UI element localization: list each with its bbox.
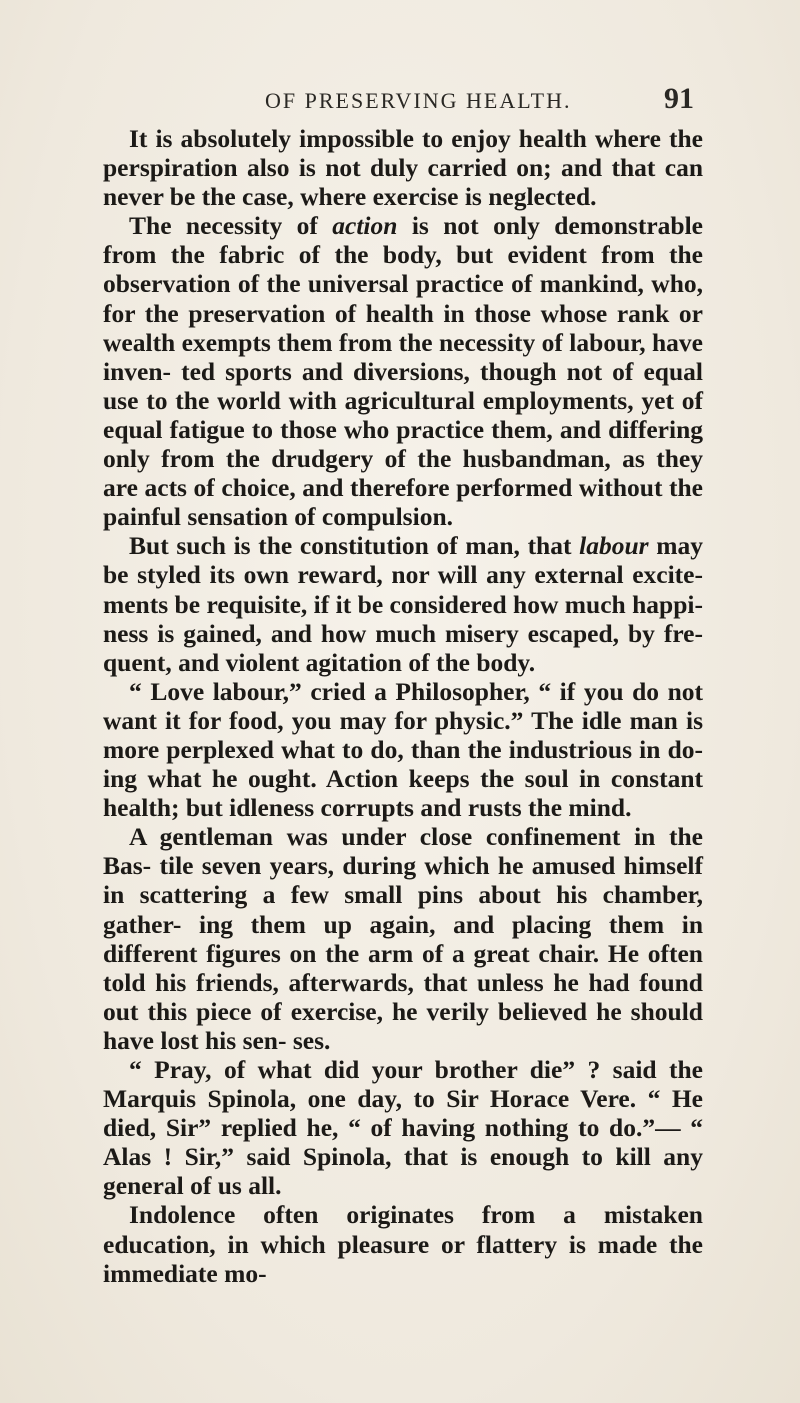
- paragraph: Indolence often originates from a mistaken education, in which pleasure or flattery is made the immediate mo-: [103, 1200, 703, 1288]
- page-number: 91: [664, 82, 694, 115]
- body-text: [103, 124, 703, 1288]
- emphasis: action: [332, 211, 398, 241]
- paragraph: It is absolutely impossible to enjoy health where the perspiration also is not duly carried on; and that can never be the case, where exercise is neglected.: [103, 124, 703, 212]
- page-header: [0, 82, 800, 128]
- paragraph: The necessity of action is not only demonstrable from the fabric of the body, but evident from the observation of the universal practice of mankind, who, for the preservation of health in those whose rank or wealth exempts them from the necessity of labour, have inven- ted sports and diversions, though not of equal use to the world with agricultural employments, yet of equal fatigue to those who practice them, and differing only from the drudgery of the husbandman, as they are acts of choice, and therefore performed without the painful sensation of compulsion.: [103, 211, 703, 532]
- paragraph: “ Pray, of what did your brother die” ? said the Marquis Spinola, one day, to Sir Horace Vere. “ He died, Sir” replied he, “ of having nothing to do.”— “ Alas ! Sir,” said Spinola, that is enough to kill any general of us all.: [103, 1055, 703, 1201]
- emphasis: labour: [579, 531, 649, 561]
- running-head: OF PRESERVING HEALTH.: [265, 88, 572, 113]
- paragraph: But such is the constitution of man, that labour may be styled its own reward, nor will any external excite- ments be requisite, if it be considered how much happi- ness is gained, and how much misery escaped, by fre- quent, and violent agitation of the body.: [103, 531, 703, 677]
- paragraph: A gentleman was under close confinement in the Bas- tile seven years, during which he amused himself in scattering a few small pins about his chamber, gather- ing them up again, and placing them in different figures on the arm of a great chair. He often told his friends, afterwards, that unless he had found out this piece of exercise, he verily believed he should have lost his sen- ses.: [103, 822, 703, 1055]
- paragraph: “ Love labour,” cried a Philosopher, “ if you do not want it for food, you may for physic.” The idle man is more perplexed what to do, than the industrious in do- ing what he ought. Action keeps the soul in constant health; but idleness corrupts and rusts the mind.: [103, 676, 703, 823]
